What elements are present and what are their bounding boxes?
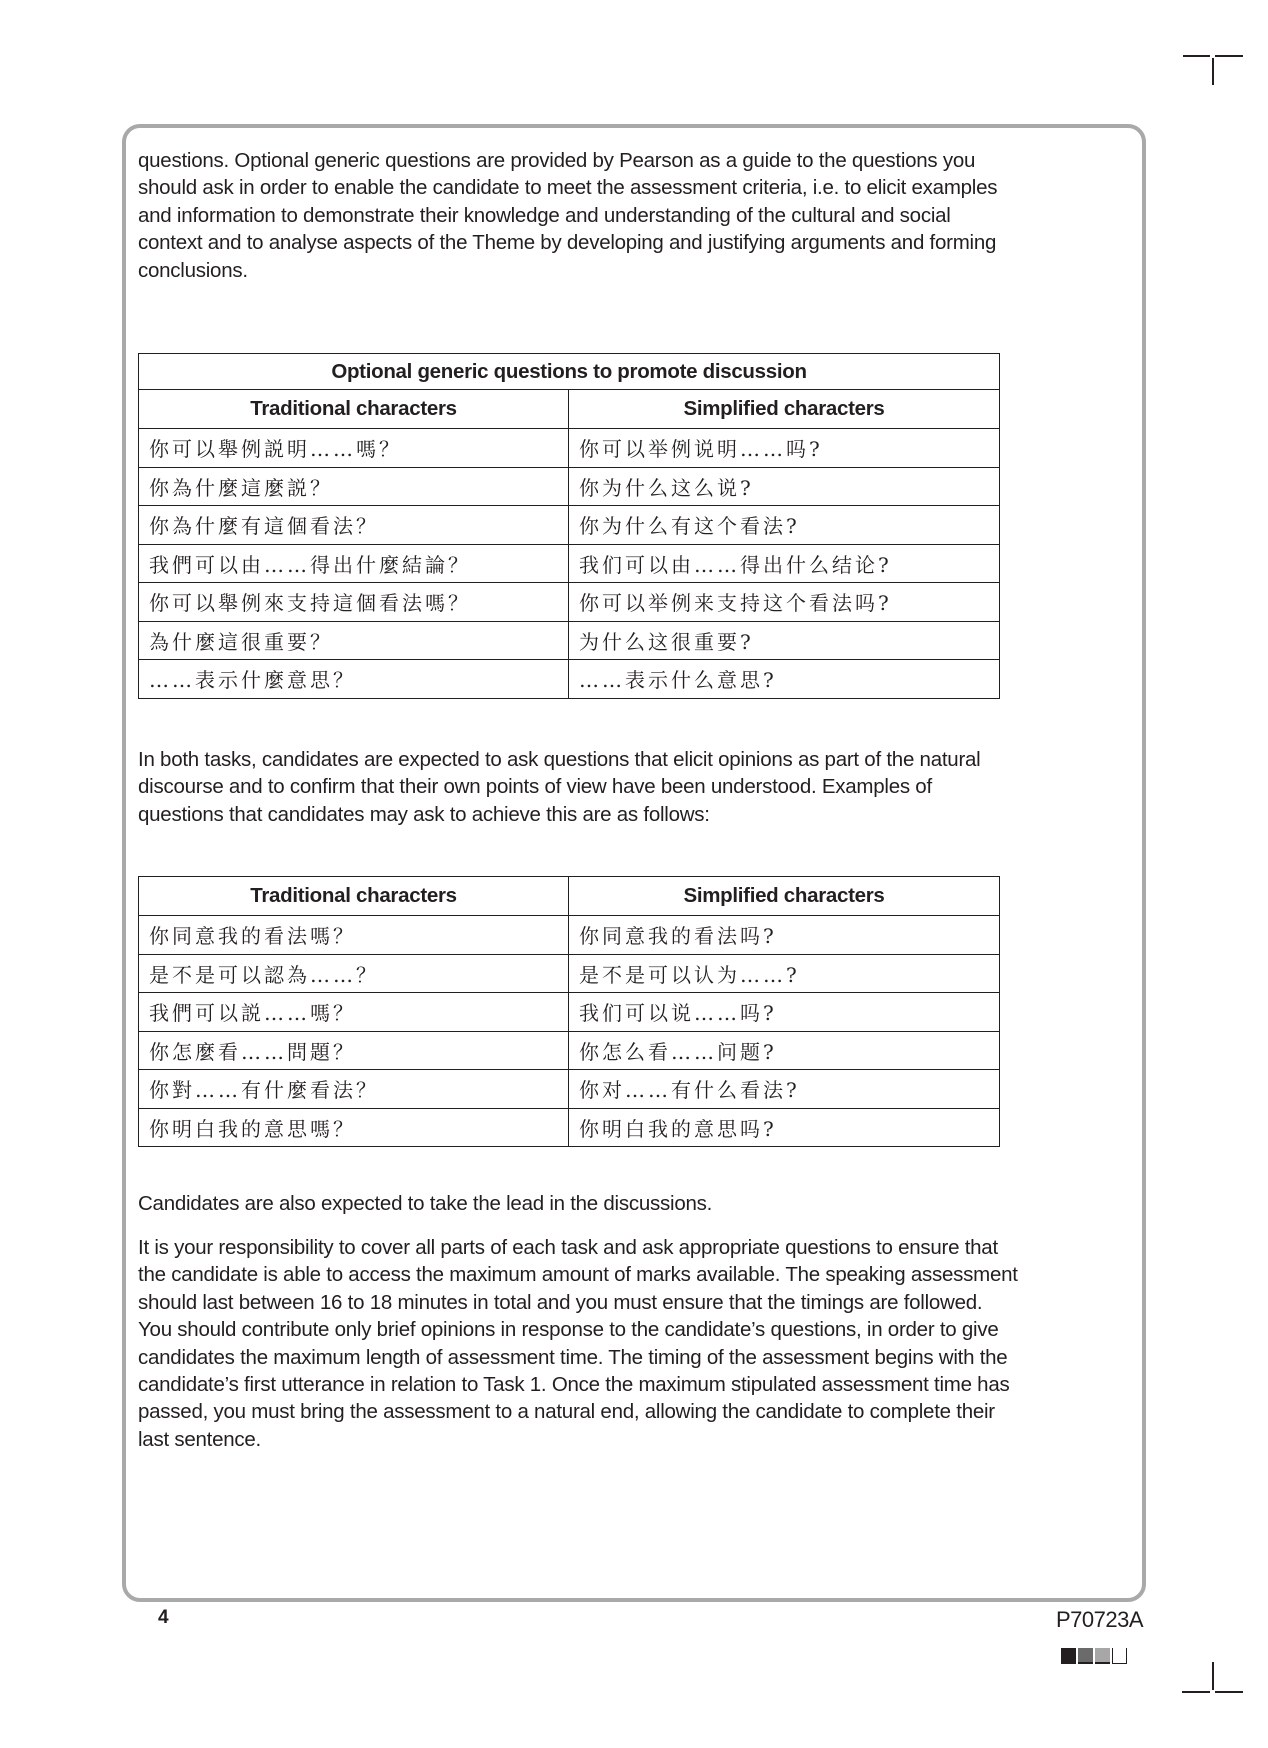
traditional-cell: 你怎麼看……問題？: [139, 1031, 569, 1070]
generic-questions-table: [138, 353, 1000, 699]
crop-mark-top-right-vertical: [1212, 58, 1214, 85]
simplified-cell: 你为什么这么说?: [569, 467, 1000, 506]
traditional-cell: 你為什麼有這個看法？: [139, 506, 569, 545]
traditional-cell: 我們可以由……得出什麼結論？: [139, 544, 569, 583]
traditional-cell: 你可以舉例來支持這個看法嗎？: [139, 583, 569, 622]
table-row: [139, 1070, 1000, 1109]
traditional-cell: 你同意我的看法嗎？: [139, 916, 569, 955]
simplified-cell: 你怎么看……问题?: [569, 1031, 1000, 1070]
table-row: [139, 1108, 1000, 1147]
simplified-cell: 我们可以说……吗?: [569, 993, 1000, 1032]
lead-paragraph: Candidates are also expected to take the lead in the discussions.: [138, 1192, 713, 1215]
table-header-row: [139, 390, 1000, 429]
simplified-cell: 你可以举例说明……吗?: [569, 429, 1000, 468]
table-row: [139, 429, 1000, 468]
intro-paragraph: questions. Optional generic questions are provided by Pearson as a guide to the questions you should ask in order to enable the candidate to meet the assessment criteria, i.e. to elicit examples and information to demonstrate their knowledge and understanding of the cultural and social context and to analyse aspects of the Theme by developing and justifying arguments and forming conclusions.: [138, 149, 998, 282]
table-row: [139, 954, 1000, 993]
candidate-questions-table: [138, 876, 1000, 1147]
column-header-traditional: Traditional characters: [139, 390, 569, 429]
traditional-cell: 你為什麼這麼説？: [139, 467, 569, 506]
column-header-simplified: Simplified characters: [569, 877, 1000, 916]
simplified-cell: 你明白我的意思吗?: [569, 1108, 1000, 1147]
table-row: [139, 916, 1000, 955]
swatch-dark-grey: [1078, 1648, 1093, 1664]
column-header-simplified: Simplified characters: [569, 390, 1000, 429]
both-tasks-paragraph: In both tasks, candidates are expected to ask questions that elicit opinions as part of the natural discourse and to confirm that their own points of view have been understood. Examples of questions that candidates may ask to achieve this are as follows:: [138, 748, 981, 826]
table-row: [139, 993, 1000, 1032]
crop-mark-top-right-horizontal-right: [1215, 55, 1243, 57]
paper-code: P70723A: [1055, 1607, 1143, 1632]
table-row: [139, 544, 1000, 583]
table-caption: Optional generic questions to promote discussion: [139, 354, 1000, 390]
simplified-cell: 你对……有什么看法?: [569, 1070, 1000, 1109]
table-row: [139, 621, 1000, 660]
crop-mark-bottom-right-horizontal-left: [1182, 1691, 1210, 1693]
crop-mark-top-right-horizontal-left: [1183, 55, 1210, 57]
table-row: [139, 583, 1000, 622]
swatch-light-grey: [1095, 1648, 1110, 1664]
table-header-row: [139, 877, 1000, 916]
simplified-cell: 你同意我的看法吗?: [569, 916, 1000, 955]
simplified-cell: 是不是可以认为……?: [569, 954, 1000, 993]
column-header-traditional: Traditional characters: [139, 877, 569, 916]
table-row: [139, 1031, 1000, 1070]
crop-mark-bottom-right-vertical: [1212, 1662, 1214, 1690]
swatch-black: [1061, 1648, 1076, 1664]
simplified-cell: 为什么这很重要?: [569, 621, 1000, 660]
table-row: [139, 506, 1000, 545]
traditional-cell: 你對……有什麼看法？: [139, 1070, 569, 1109]
traditional-cell: 你明白我的意思嗎？: [139, 1108, 569, 1147]
traditional-cell: ……表示什麼意思？: [139, 660, 569, 699]
traditional-cell: 我們可以説……嗎？: [139, 993, 569, 1032]
print-color-swatches: [1061, 1648, 1127, 1664]
simplified-cell: 我们可以由……得出什么结论?: [569, 544, 1000, 583]
crop-mark-bottom-right-horizontal-right: [1215, 1691, 1243, 1693]
simplified-cell: ……表示什么意思?: [569, 660, 1000, 699]
table-caption-row: [139, 354, 1000, 390]
traditional-cell: 你可以舉例説明……嗎？: [139, 429, 569, 468]
responsibility-paragraph: It is your responsibility to cover all parts of each task and ask appropriate questions to ensure that the candidate is able to access the maximum amount of marks available. The speaking assessment should last between 16 to 18 minutes in total and you must ensure that the timings are followed. You should contribute only brief opinions in response to the candidate’s questions, in order to give candidates the maximum length of assessment time. The timing of the assessment begins with the candidate’s first utterance in relation to Task 1. Once the maximum stipulated assessment time has passed, you must bring the assessment to a natural end, allowing the candidate to complete their last sentence.: [138, 1236, 1018, 1451]
simplified-cell: 你可以举例来支持这个看法吗?: [569, 583, 1000, 622]
traditional-cell: 是不是可以認為……？: [139, 954, 569, 993]
page-number: 4: [158, 1607, 169, 1628]
table-row: [139, 660, 1000, 699]
simplified-cell: 你为什么有这个看法?: [569, 506, 1000, 545]
traditional-cell: 為什麼這很重要？: [139, 621, 569, 660]
swatch-white: [1112, 1648, 1127, 1664]
table-row: [139, 467, 1000, 506]
